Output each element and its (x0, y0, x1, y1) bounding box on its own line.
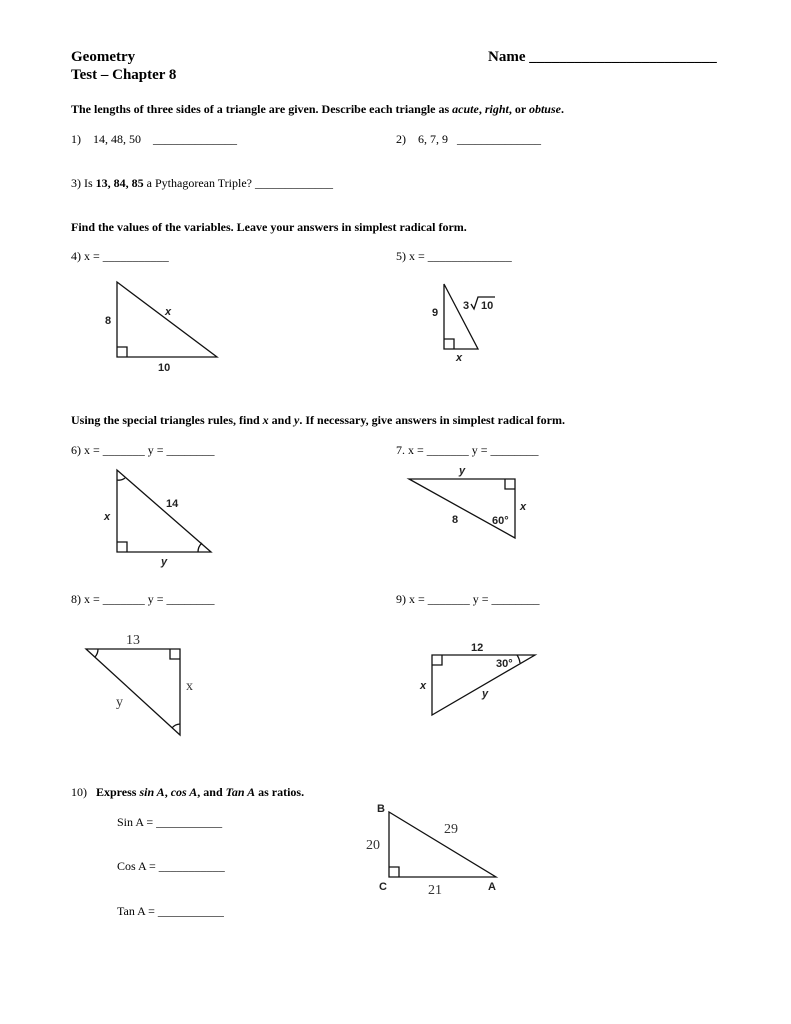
question-4: 4) x = ___________ (71, 249, 169, 263)
q4-side-left: 8 (105, 315, 112, 327)
figure-q5-triangle (425, 280, 515, 365)
q6-hypotenuse: 14 (166, 498, 179, 510)
figure-q9-triangle (415, 635, 545, 720)
vertex-a-label: A (488, 881, 496, 893)
question-9: 9) x = _______ y = ________ (396, 592, 540, 606)
q10-side-bc: 20 (366, 838, 380, 853)
q6-side-left: x (104, 511, 111, 523)
figure-q8-triangle (80, 628, 210, 743)
q7-side-right: x (520, 501, 527, 513)
question-5: 5) x = ______________ (396, 249, 512, 263)
sin-a-line: Sin A = ___________ (117, 815, 223, 829)
question-1: 1) 14, 48, 50 ______________ (71, 132, 237, 146)
q5-side-left: 9 (432, 307, 439, 319)
tan-a-line: Tan A = ___________ (117, 904, 224, 918)
question-6: 6) x = _______ y = ________ (71, 443, 215, 457)
section2-instructions: Find the values of the variables. Leave your answers in simplest radical form. (71, 220, 467, 234)
figure-q6-triangle (100, 465, 220, 570)
q9-side-left: x (420, 680, 427, 692)
q5-hyp-radicand: 10 (481, 300, 494, 312)
figure-q4-triangle (100, 275, 225, 375)
q10-side-ca: 21 (428, 883, 442, 898)
subject-title: Geometry (71, 49, 136, 65)
q8-side-top: 13 (126, 633, 140, 648)
name-field: Name _________________________ (488, 49, 717, 65)
question-10: 10) Express sin A, cos A, and Tan A as ratios. (71, 785, 305, 799)
vertex-c-label: C (379, 881, 387, 893)
q8-hypotenuse: y (116, 695, 123, 710)
q4-hypotenuse: x (165, 306, 172, 318)
section3-instructions: Using the special triangles rules, find x and y. If necessary, give answers in simplest radical form. (71, 413, 565, 427)
q7-angle: 60° (492, 515, 509, 527)
question-8: 8) x = _______ y = ________ (71, 592, 215, 606)
test-title: Test – Chapter 8 (71, 67, 177, 83)
section1-instructions: The lengths of three sides of a triangle are given. Describe each triangle as acute, right, or obtuse. (71, 102, 564, 116)
cos-a-line: Cos A = ___________ (117, 859, 225, 873)
q5-side-bottom: x (456, 352, 463, 364)
q8-side-right: x (186, 679, 193, 694)
q6-side-bottom: y (161, 556, 168, 568)
q4-side-bottom: 10 (158, 362, 171, 374)
figure-q10-triangle (355, 800, 510, 900)
question-2: 2) 6, 7, 9 ______________ (396, 132, 541, 146)
q10-side-ab: 29 (444, 822, 458, 837)
q7-side-top: y (459, 465, 466, 477)
q5-hyp-coef: 3 (463, 300, 470, 312)
q7-hypotenuse: 8 (452, 514, 459, 526)
question-7: 7. x = _______ y = ________ (396, 443, 539, 457)
figure-q7-triangle (405, 460, 535, 545)
q9-angle: 30° (496, 658, 513, 670)
question-3: 3) Is 13, 84, 85 a Pythagorean Triple? _____________ (71, 176, 333, 190)
q9-hypotenuse: y (482, 688, 489, 700)
q9-side-top: 12 (471, 642, 484, 654)
vertex-b-label: B (377, 803, 385, 815)
